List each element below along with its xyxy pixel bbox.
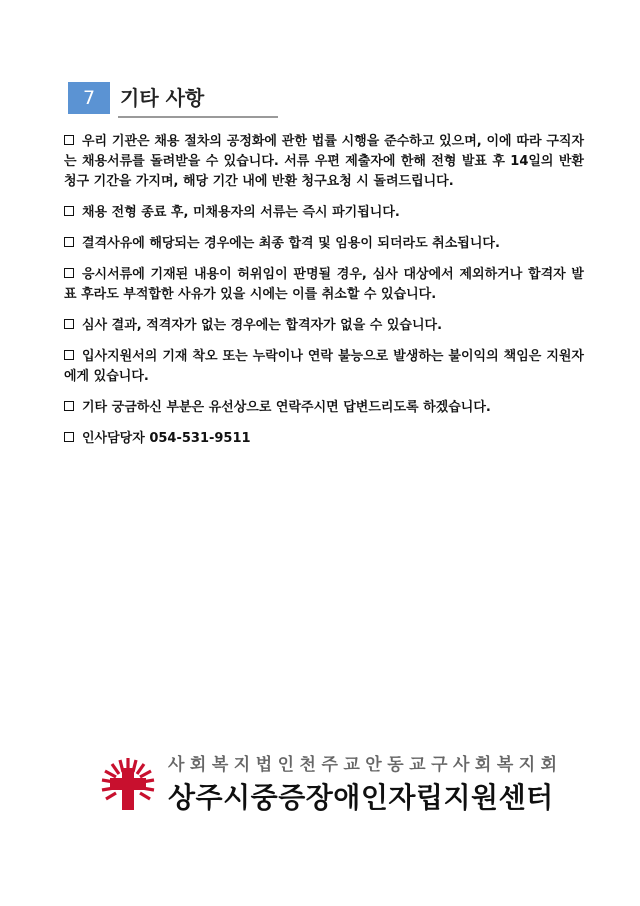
list-item [64, 429, 584, 449]
checkbox-bullet-icon [64, 237, 74, 247]
checkbox-bullet-icon [64, 319, 74, 329]
list-item [64, 234, 584, 254]
list-item [64, 398, 584, 418]
notice-list [64, 132, 584, 460]
organization-parent-name: 사회복지법인천주교안동교구사회복지회 [168, 755, 563, 775]
organization-logo [100, 750, 563, 820]
checkbox-bullet-icon [64, 206, 74, 216]
list-item [64, 203, 584, 223]
section-underline [118, 116, 278, 118]
checkbox-bullet-icon [64, 432, 74, 442]
item-text: 입사지원서의 기재 착오 또는 누락이나 연락 불능으로 발생하는 불이익의 책임은 지원자에게 있습니다. [64, 349, 584, 384]
item-text: 응시서류에 기재된 내용이 허위임이 판명될 경우, 심사 대상에서 제외하거나 합격자 발표 후라도 부적합한 사유가 있을 시에는 이를 취소할 수 있습니다. [64, 267, 584, 302]
checkbox-bullet-icon [64, 401, 74, 411]
list-item [64, 265, 584, 305]
item-text: 결격사유에 해당되는 경우에는 최종 합격 및 임용이 되더라도 취소됩니다. [82, 236, 500, 251]
checkbox-bullet-icon [64, 268, 74, 278]
organization-name: 상주시중증장애인자립지원센터 [168, 781, 554, 814]
list-item [64, 347, 584, 387]
section-title: 기타 사항 [120, 86, 205, 110]
list-item [64, 132, 584, 192]
checkbox-bullet-icon [64, 135, 74, 145]
item-text: 우리 기관은 채용 절차의 공정화에 관한 법률 시행을 준수하고 있으며, 이에 따라 구직자는 채용서류를 돌려받을 수 있습니다. 서류 우편 제출자에 한해 전형 발표 후 14일의 반환청구 기간을 가지며, 해당 기간 내에 반환 청구요청 시 돌려드립니다. [64, 134, 584, 189]
checkbox-bullet-icon [64, 350, 74, 360]
item-text: 심사 결과, 적격자가 없는 경우에는 합격자가 없을 수 있습니다. [82, 318, 443, 333]
section-number: 7 [68, 82, 110, 114]
caritas-cross-icon [100, 756, 156, 812]
item-text: 기타 궁금하신 부분은 유선상으로 연락주시면 답변드리도록 하겠습니다. [82, 400, 491, 415]
list-item [64, 316, 584, 336]
item-text: 인사담당자 054-531-9511 [82, 431, 251, 446]
item-text: 채용 전형 종료 후, 미채용자의 서류는 즉시 파기됩니다. [82, 205, 400, 220]
